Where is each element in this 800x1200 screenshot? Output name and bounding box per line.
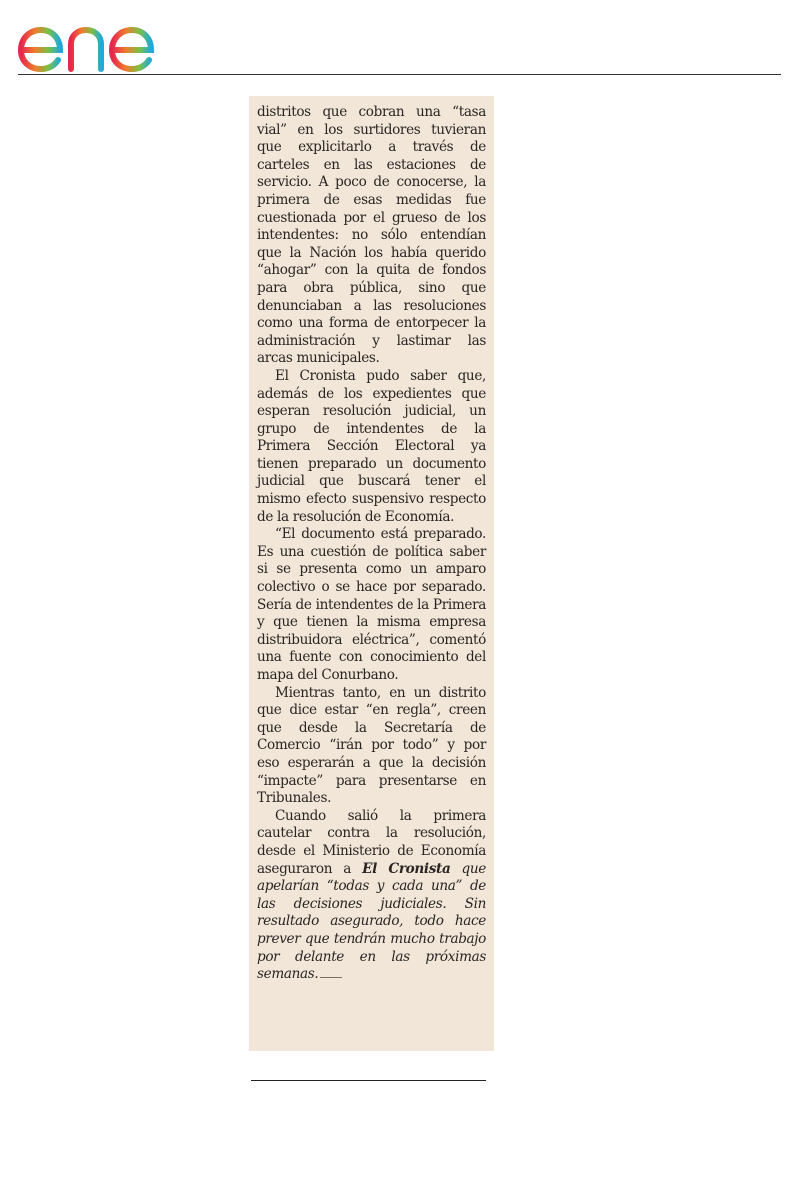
clipping-paragraph-2: El Cronista pudo saber que, además de los expedientes que esperan resolución judicial, un grupo de intendentes de la Primera Sección Electoral ya tienen preparado un documento judicial que buscará tener el mismo efecto suspensivo respecto de la resolución de Economía.: [257, 367, 486, 525]
paragraph-5-tail: que apelarían “todas y cada una” de las decisiones judiciales. Sin resultado asegurado, todo hace prever que tendrán mucho trabajo por delante en las próximas semanas.: [257, 860, 486, 983]
clipping-paragraph-5: [257, 808, 486, 984]
paragraph-5-lead: Cuando salió la primera cautelar contra la resolución, desde el Ministerio de Economía aseguraron a: [257, 807, 486, 877]
enel-logo: [16, 6, 186, 72]
clipping-paragraph-3: “El documento está preparado. Es una cuestión de política saber si se presenta como un amparo colectivo o se hace por separado. Sería de intendentes de la Primera y que tienen la misma empresa distribuidora eléctrica”, comentó una fuente con conocimiento del mapa del Conurbano.: [257, 526, 486, 683]
clipping-paragraph-4: Mientras tanto, en un distrito que dice estar “en regla”, creen que desde la Secretaría de Comercio “irán por todo” y por eso esperarán a que la decisión “impacte” para presentarse en Tribunales.: [257, 684, 486, 807]
footer-divider: [251, 1080, 486, 1081]
clipping-paragraph-1: distritos que cobran una “tasa vial” en los surtidores tuvieran que explicitarlo a través de carteles en las estaciones de servicio. A poco de conocerse, la primera de esas medidas fue cuestionada por el grueso de los intendentes: no sólo entendían que la Nación los había querido “ahogar” con la quita de fondos para obra pública, sino que denunciaban a las resoluciones como una forma de entorpecer la administración y lastimar las arcas municipales.: [257, 104, 486, 367]
paragraph-5-emphasis: El Cronista: [362, 860, 451, 877]
header-divider: [18, 74, 781, 75]
end-of-article-rule: [320, 977, 342, 978]
newspaper-clipping: [249, 96, 494, 1051]
